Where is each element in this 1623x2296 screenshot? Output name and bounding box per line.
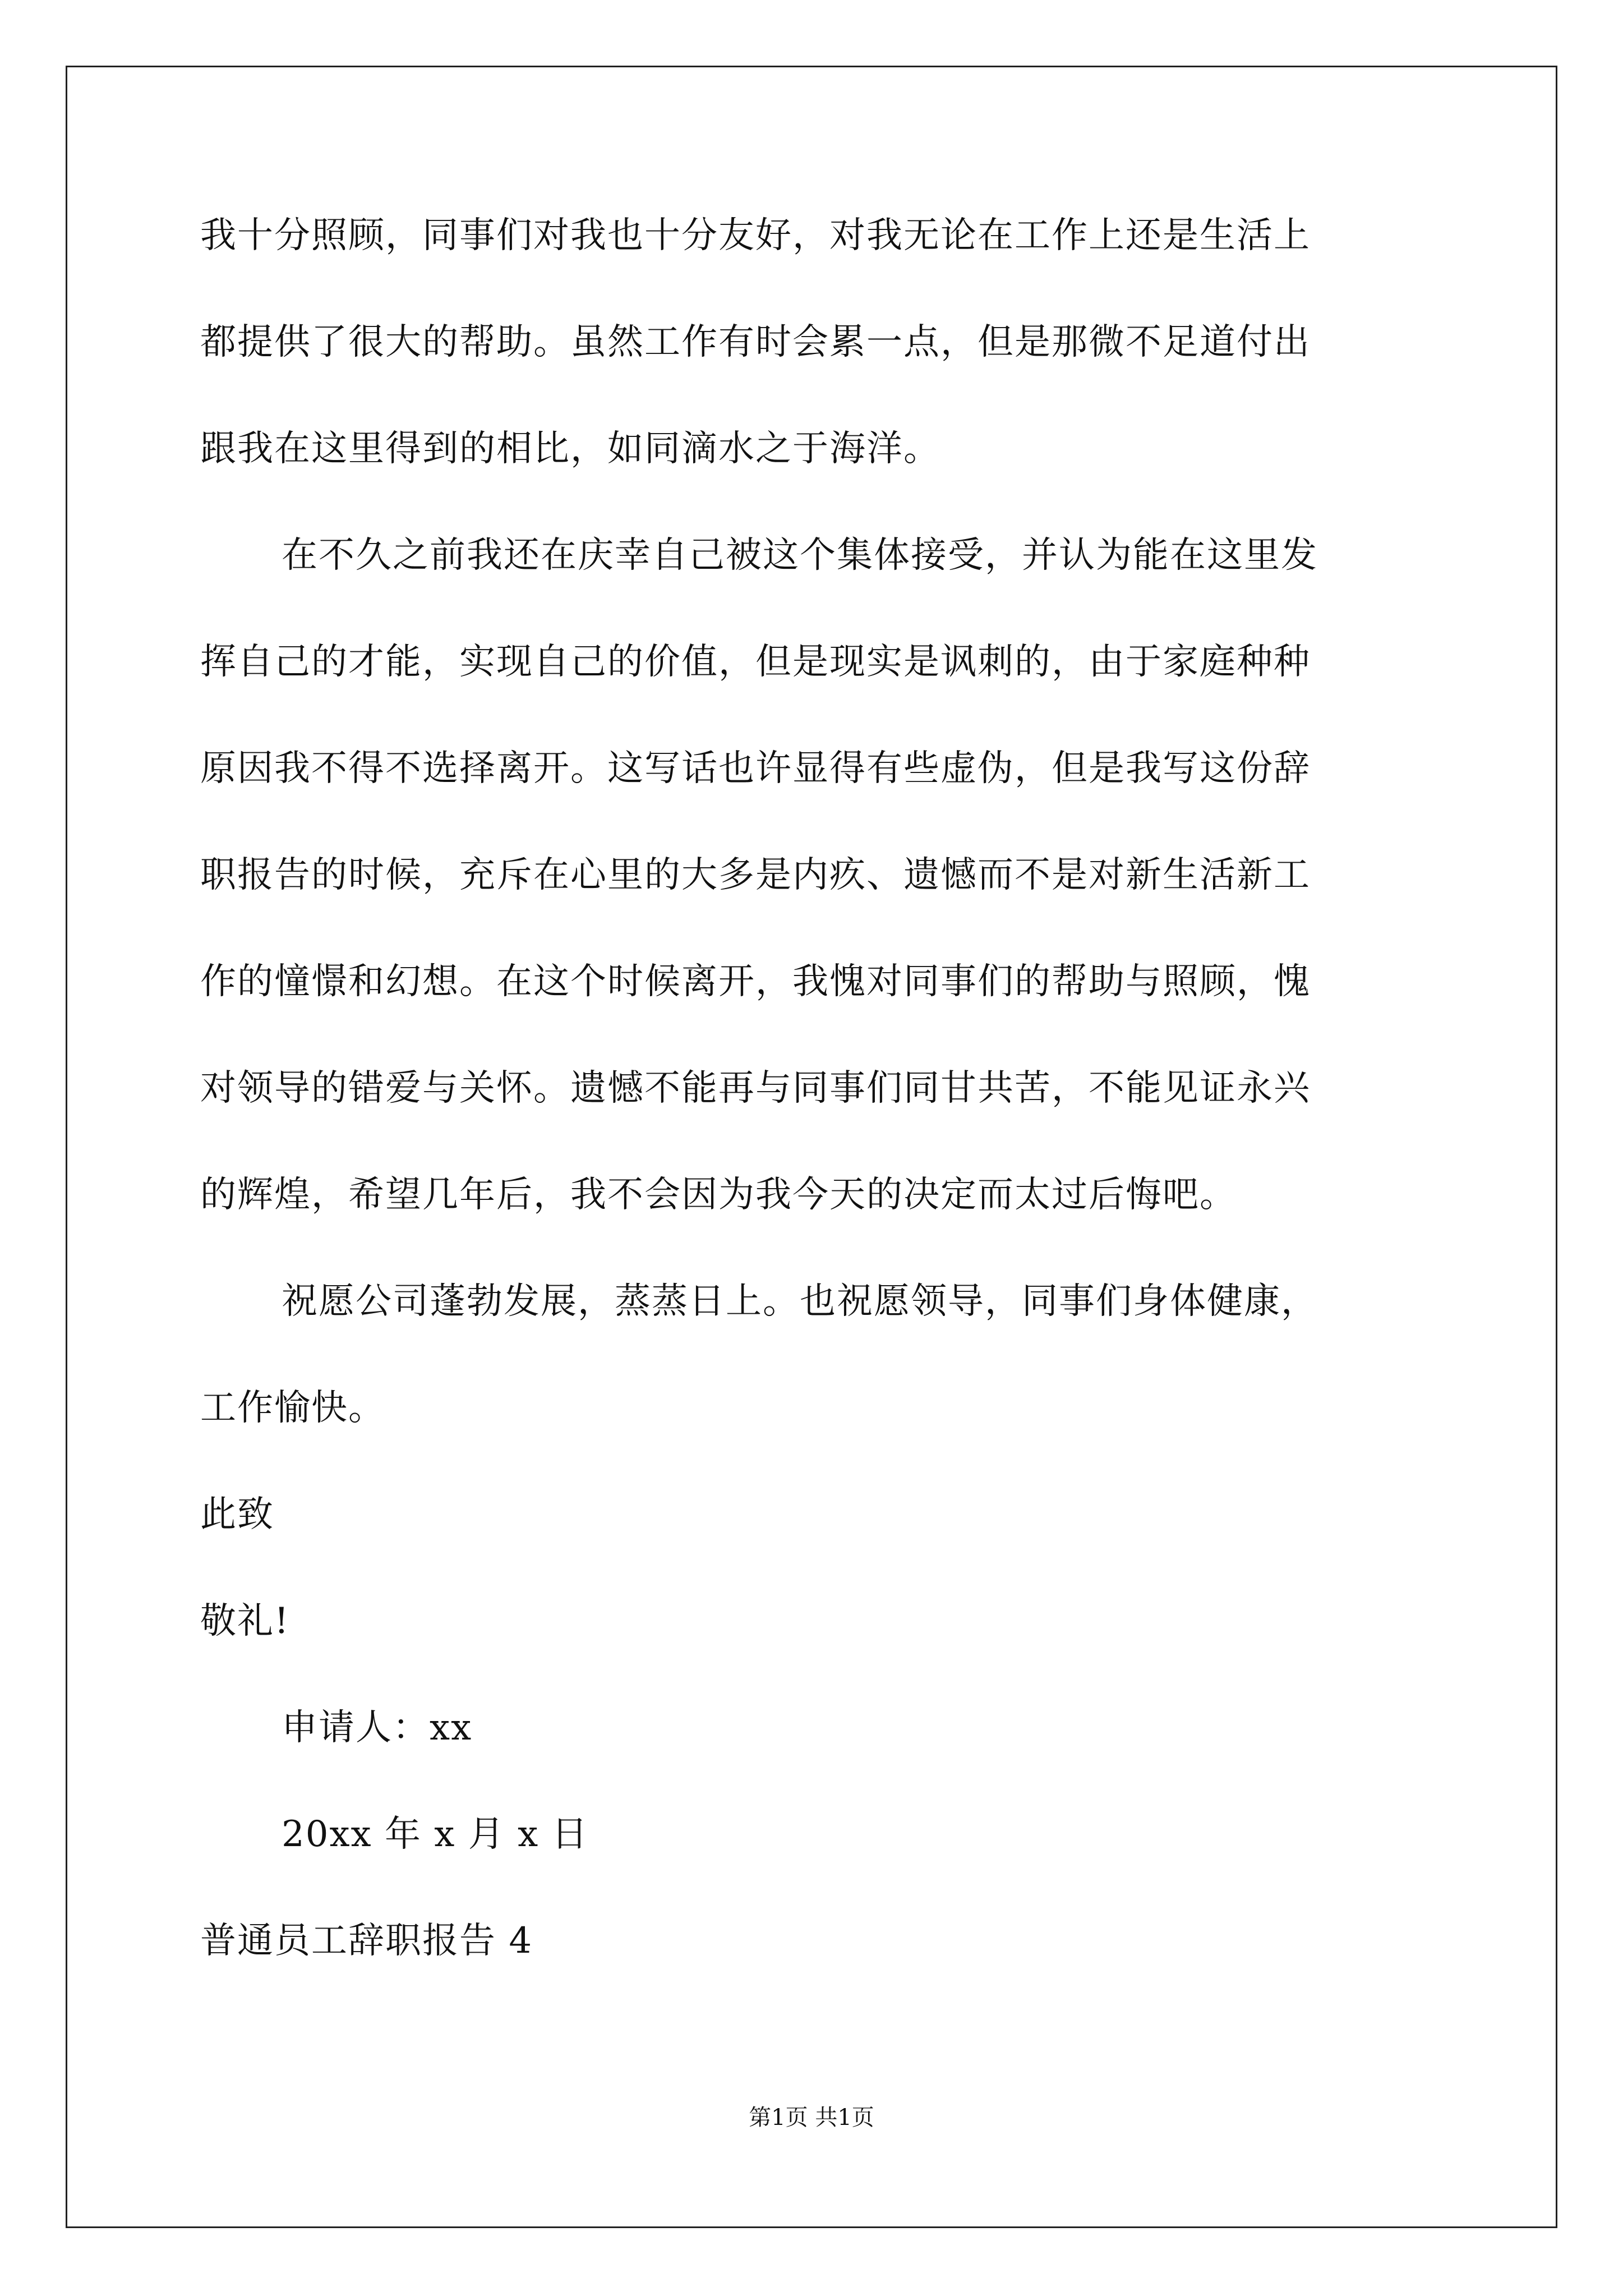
text-line: 挥自己的才能，实现自己的价值，但是现实是讽刺的，由于家庭种种 [200, 641, 1311, 683]
closing-salutation: 此致 [200, 1494, 274, 1535]
applicant-line: 申请人：xx [282, 1707, 473, 1749]
closing-regards: 敬礼! [200, 1600, 290, 1642]
page-border [66, 66, 1557, 2228]
text-line: 都提供了很大的帮助。虽然工作有时会累一点，但是那微不足道付出 [200, 321, 1311, 363]
paragraph-start: 祝愿公司蓬勃发展，蒸蒸日上。也祝愿领导，同事们身体健康， [282, 1281, 1318, 1322]
paragraph-start: 在不久之前我还在庆幸自己被这个集体接受，并认为能在这里发 [282, 535, 1318, 576]
text-line: 我十分照顾，同事们对我也十分友好，对我无论在工作上还是生活上 [200, 215, 1311, 256]
text-line: 的辉煌，希望几年后，我不会因为我今天的决定而太过后悔吧。 [200, 1174, 1237, 1216]
date-line: 20xx 年 x 月 x 日 [282, 1814, 589, 1855]
text-line: 跟我在这里得到的相比，如同滴水之于海洋。 [200, 428, 940, 470]
text-line: 原因我不得不选择离开。这写话也许显得有些虚伪，但是我写这份辞 [200, 748, 1311, 789]
text-line: 职报告的时候，充斥在心里的大多是内疚、遗憾而不是对新生活新工 [200, 854, 1311, 896]
text-line: 对领导的错爱与关怀。遗憾不能再与同事们同甘共苦，不能见证永兴 [200, 1068, 1311, 1109]
page-footer: 第1页 共1页 [749, 2105, 874, 2131]
text-line: 作的憧憬和幻想。在这个时候离开，我愧对同事们的帮助与照顾，愧 [200, 961, 1311, 1002]
section-heading: 普通员工辞职报告 4 [200, 1920, 533, 1962]
text-line: 工作愉快。 [200, 1387, 385, 1429]
